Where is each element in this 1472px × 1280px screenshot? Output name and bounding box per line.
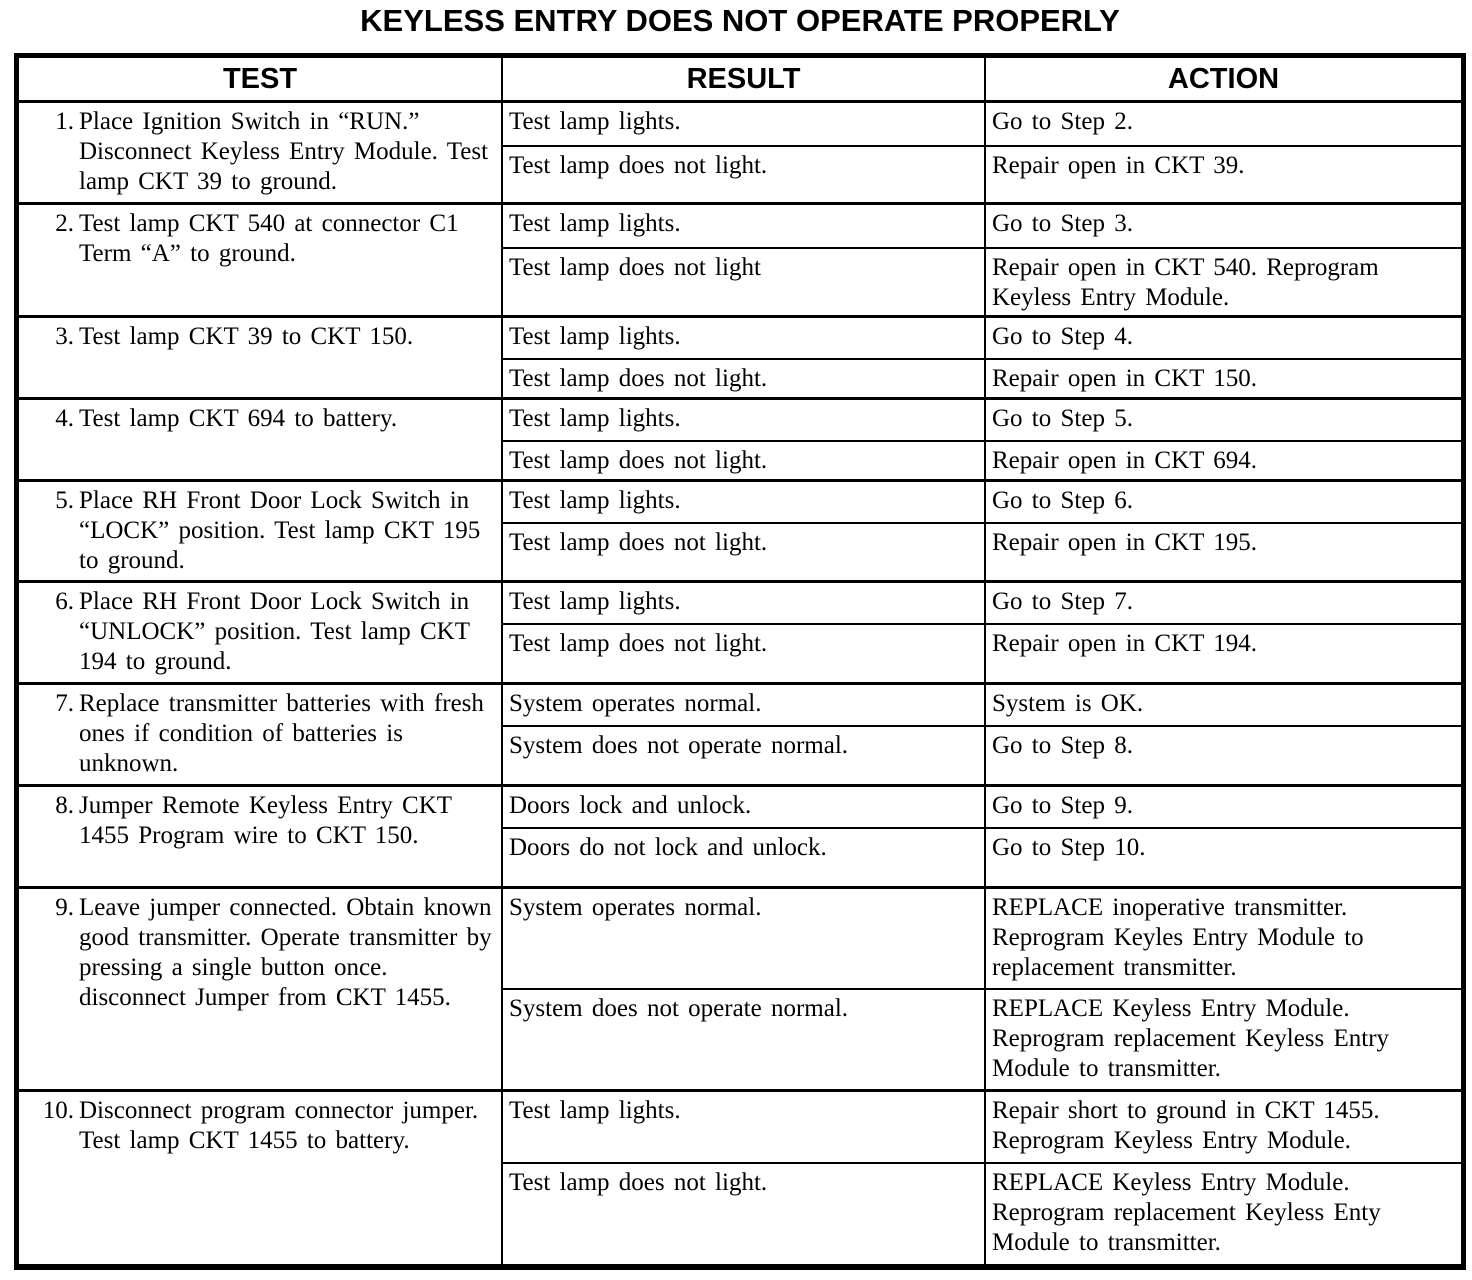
diagnostic-table <box>17 56 1463 1267</box>
test-text: Test lamp CKT 39 to CKT 150. <box>79 322 414 350</box>
action-cell: Repair short to ground in CKT 1455. Reprogram Keyless Entry Module. <box>985 1090 1462 1163</box>
header-result: RESULT <box>502 57 985 102</box>
result-cell: Test lamp does not light <box>502 248 985 317</box>
table-row <box>18 683 1462 726</box>
table-row <box>18 316 1462 359</box>
result-cell: Test lamp does not light. <box>502 359 985 398</box>
result-cell: Doors do not lock and unlock. <box>502 828 985 887</box>
action-cell: Go to Step 9. <box>985 785 1462 828</box>
action-cell: Repair open in CKT 150. <box>985 359 1462 398</box>
table-row <box>18 398 1462 441</box>
step-number: 4. <box>55 404 74 432</box>
test-cell-step-3 <box>18 316 502 398</box>
step-number: 8. <box>55 791 74 819</box>
result-cell: Test lamp does not light. <box>502 146 985 204</box>
result-cell: Test lamp lights. <box>502 398 985 441</box>
test-cell-step-10 <box>18 1090 502 1266</box>
step-number: 5. <box>55 486 74 514</box>
result-cell: Test lamp does not light. <box>502 624 985 683</box>
test-cell-step-6 <box>18 581 502 683</box>
action-cell: Go to Step 5. <box>985 398 1462 441</box>
result-cell: Test lamp lights. <box>502 316 985 359</box>
step-number: 2. <box>55 210 74 237</box>
table-row <box>18 1090 1462 1163</box>
header-action: ACTION <box>985 57 1462 102</box>
action-cell: Go to Step 8. <box>985 726 1462 785</box>
step-number: 6. <box>55 587 74 615</box>
result-cell: Test lamp does not light. <box>502 523 985 581</box>
action-cell: Repair open in CKT 694. <box>985 441 1462 480</box>
action-cell: REPLACE Keyless Entry Module. Reprogram replacement Keyless Enty Module to transmitter. <box>985 1163 1462 1266</box>
page-title: KEYLESS ENTRY DOES NOT OPERATE PROPERLY <box>360 3 1120 38</box>
action-cell: Repair open in CKT 39. <box>985 146 1462 204</box>
step-number: 9. <box>55 893 74 921</box>
result-cell: Test lamp lights. <box>502 581 985 624</box>
result-cell: System operates normal. <box>502 683 985 726</box>
action-cell: Repair open in CKT 540. Reprogram Keyless Entry Module. <box>985 248 1462 317</box>
test-cell-step-5 <box>18 480 502 581</box>
result-cell: Test lamp lights. <box>502 204 985 248</box>
header-test: TEST <box>18 57 502 102</box>
table-row <box>18 785 1462 828</box>
table-row <box>18 204 1462 248</box>
action-cell: Go to Step 10. <box>985 828 1462 887</box>
action-cell: Go to Step 6. <box>985 480 1462 523</box>
result-cell: System does not operate normal. <box>502 726 985 785</box>
test-text: Test lamp CKT 694 to battery. <box>79 404 398 432</box>
table-row <box>18 581 1462 624</box>
result-cell: Test lamp does not light. <box>502 441 985 480</box>
test-cell-step-8 <box>18 785 502 887</box>
result-cell: Test lamp lights. <box>502 102 985 146</box>
result-cell: System does not operate normal. <box>502 989 985 1090</box>
action-cell: Repair open in CKT 195. <box>985 523 1462 581</box>
action-cell: Go to Step 7. <box>985 581 1462 624</box>
action-cell: Go to Step 2. <box>985 102 1462 146</box>
table-row <box>18 480 1462 523</box>
action-cell: Repair open in CKT 194. <box>985 624 1462 683</box>
result-cell: Test lamp lights. <box>502 480 985 523</box>
step-number: 3. <box>55 322 74 350</box>
table-row <box>18 887 1462 989</box>
action-cell: System is OK. <box>985 683 1462 726</box>
action-cell: Go to Step 4. <box>985 316 1462 359</box>
diagnostic-table-frame <box>14 53 1466 1270</box>
test-cell-step-4 <box>18 398 502 480</box>
step-number: 10. <box>42 1096 74 1124</box>
test-cell-step-1 <box>18 102 502 204</box>
test-text: Disconnect program connector jumper. Test lamp CKT 1455 to battery. <box>79 1096 479 1154</box>
action-cell: REPLACE Keyless Entry Module. Reprogram replacement Keyless Entry Module to transmitter. <box>985 989 1462 1090</box>
step-number: 1. <box>55 108 74 135</box>
test-text: Replace transmitter batteries with fresh ones if condition of batteries is unknown. <box>79 689 484 777</box>
test-text: Jumper Remote Keyless Entry CKT 1455 Program wire to CKT 150. <box>79 791 452 849</box>
step-number: 7. <box>55 689 74 717</box>
test-text: Leave jumper connected. Obtain known good transmitter. Operate transmitter by pressing a single button once. disconnect Jumper from CKT 1455. <box>79 893 492 1011</box>
table-row <box>18 102 1462 146</box>
result-cell: Test lamp does not light. <box>502 1163 985 1266</box>
test-text: Test lamp CKT 540 at connector C1 Term “A” to ground. <box>79 210 459 267</box>
header-row <box>18 57 1462 102</box>
test-cell-step-2 <box>18 204 502 317</box>
action-cell: Go to Step 3. <box>985 204 1462 248</box>
action-cell: REPLACE inoperative transmitter. Reprogram Keyles Entry Module to replacement transmitter. <box>985 887 1462 989</box>
test-text: Place Ignition Switch in “RUN.” Disconnect Keyless Entry Module. Test lamp CKT 39 to ground. <box>79 108 489 195</box>
test-cell-step-7 <box>18 683 502 785</box>
test-cell-step-9 <box>18 887 502 1090</box>
test-text: Place RH Front Door Lock Switch in “LOCK” position. Test lamp CKT 195 to ground. <box>79 486 481 574</box>
result-cell: Test lamp lights. <box>502 1090 985 1163</box>
result-cell: Doors lock and unlock. <box>502 785 985 828</box>
test-text: Place RH Front Door Lock Switch in “UNLOCK” position. Test lamp CKT 194 to ground. <box>79 587 470 675</box>
result-cell: System operates normal. <box>502 887 985 989</box>
